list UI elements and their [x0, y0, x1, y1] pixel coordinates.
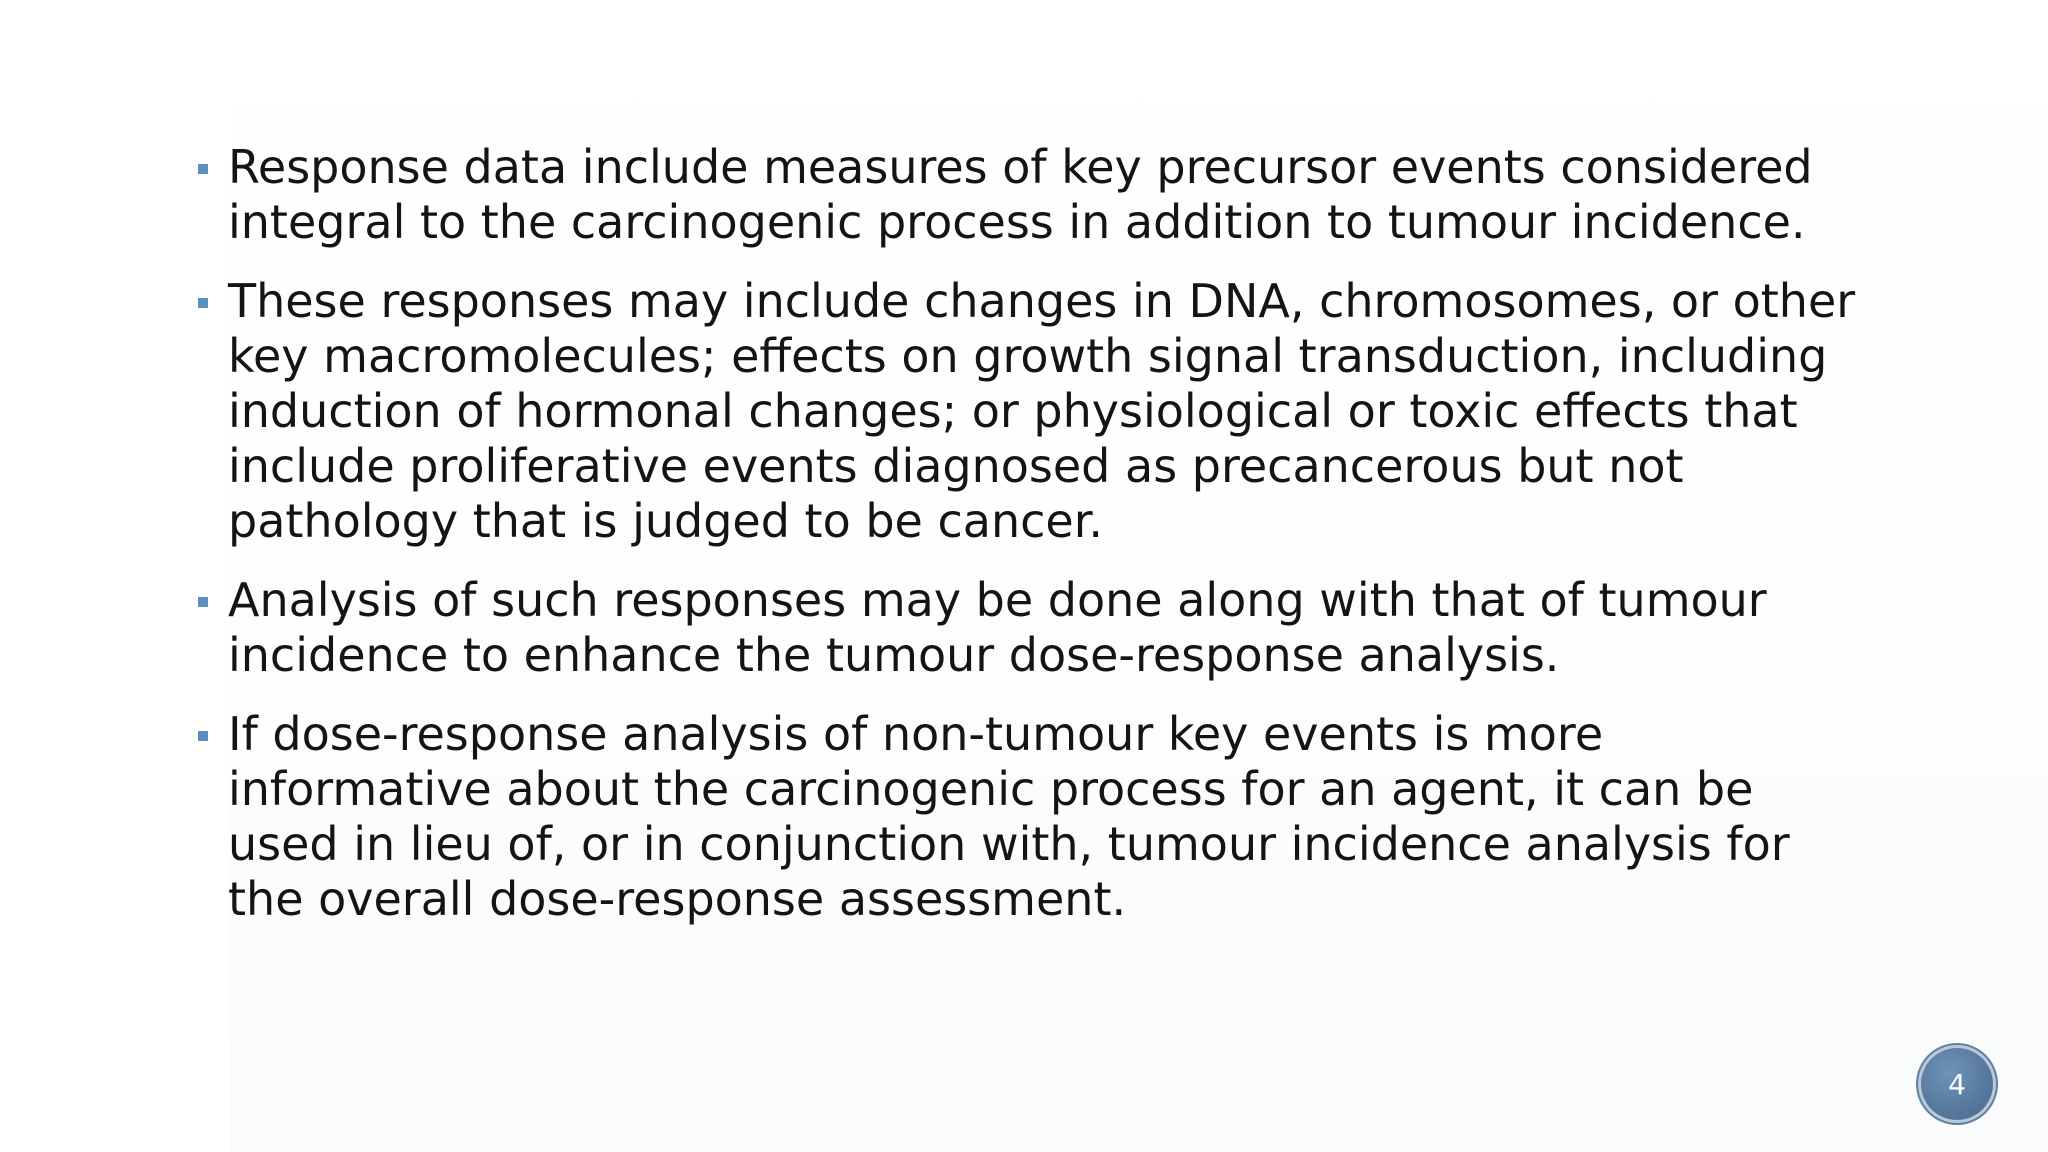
bullet-text: If dose-response analysis of non-tumour key events is more informative about the carcinogenic process for an agent, it can be used in lieu of, or in conjunction with, tumour incidence analysis for the overall dose-response assessment.	[228, 707, 1790, 926]
bullet-text: Analysis of such responses may be done along with that of tumour incidence to enhance the tumour dose-response analysis.	[228, 573, 1767, 682]
bullet-item	[196, 707, 1876, 927]
bullet-text: These responses may include changes in DNA, chromosomes, or other key macromolecules; effects on growth signal transduction, including induction of hormonal changes; or physiological or toxic effects that include proliferative events diagnosed as precancerous but not pathology that is judged to be cancer.	[228, 274, 1856, 548]
square-bullet-icon	[198, 298, 208, 308]
bullet-item	[196, 140, 1876, 250]
bullet-item	[196, 274, 1876, 549]
square-bullet-icon	[198, 597, 208, 607]
bullet-item	[196, 573, 1876, 683]
bullet-text: Response data include measures of key precursor events considered integral to the carcinogenic process in addition to tumour incidence.	[228, 140, 1813, 249]
square-bullet-icon	[198, 731, 208, 741]
bullet-list	[196, 140, 1876, 951]
square-bullet-icon	[198, 164, 208, 174]
page-number-badge	[1921, 1048, 1993, 1120]
page-number: 4	[1948, 1067, 1966, 1101]
